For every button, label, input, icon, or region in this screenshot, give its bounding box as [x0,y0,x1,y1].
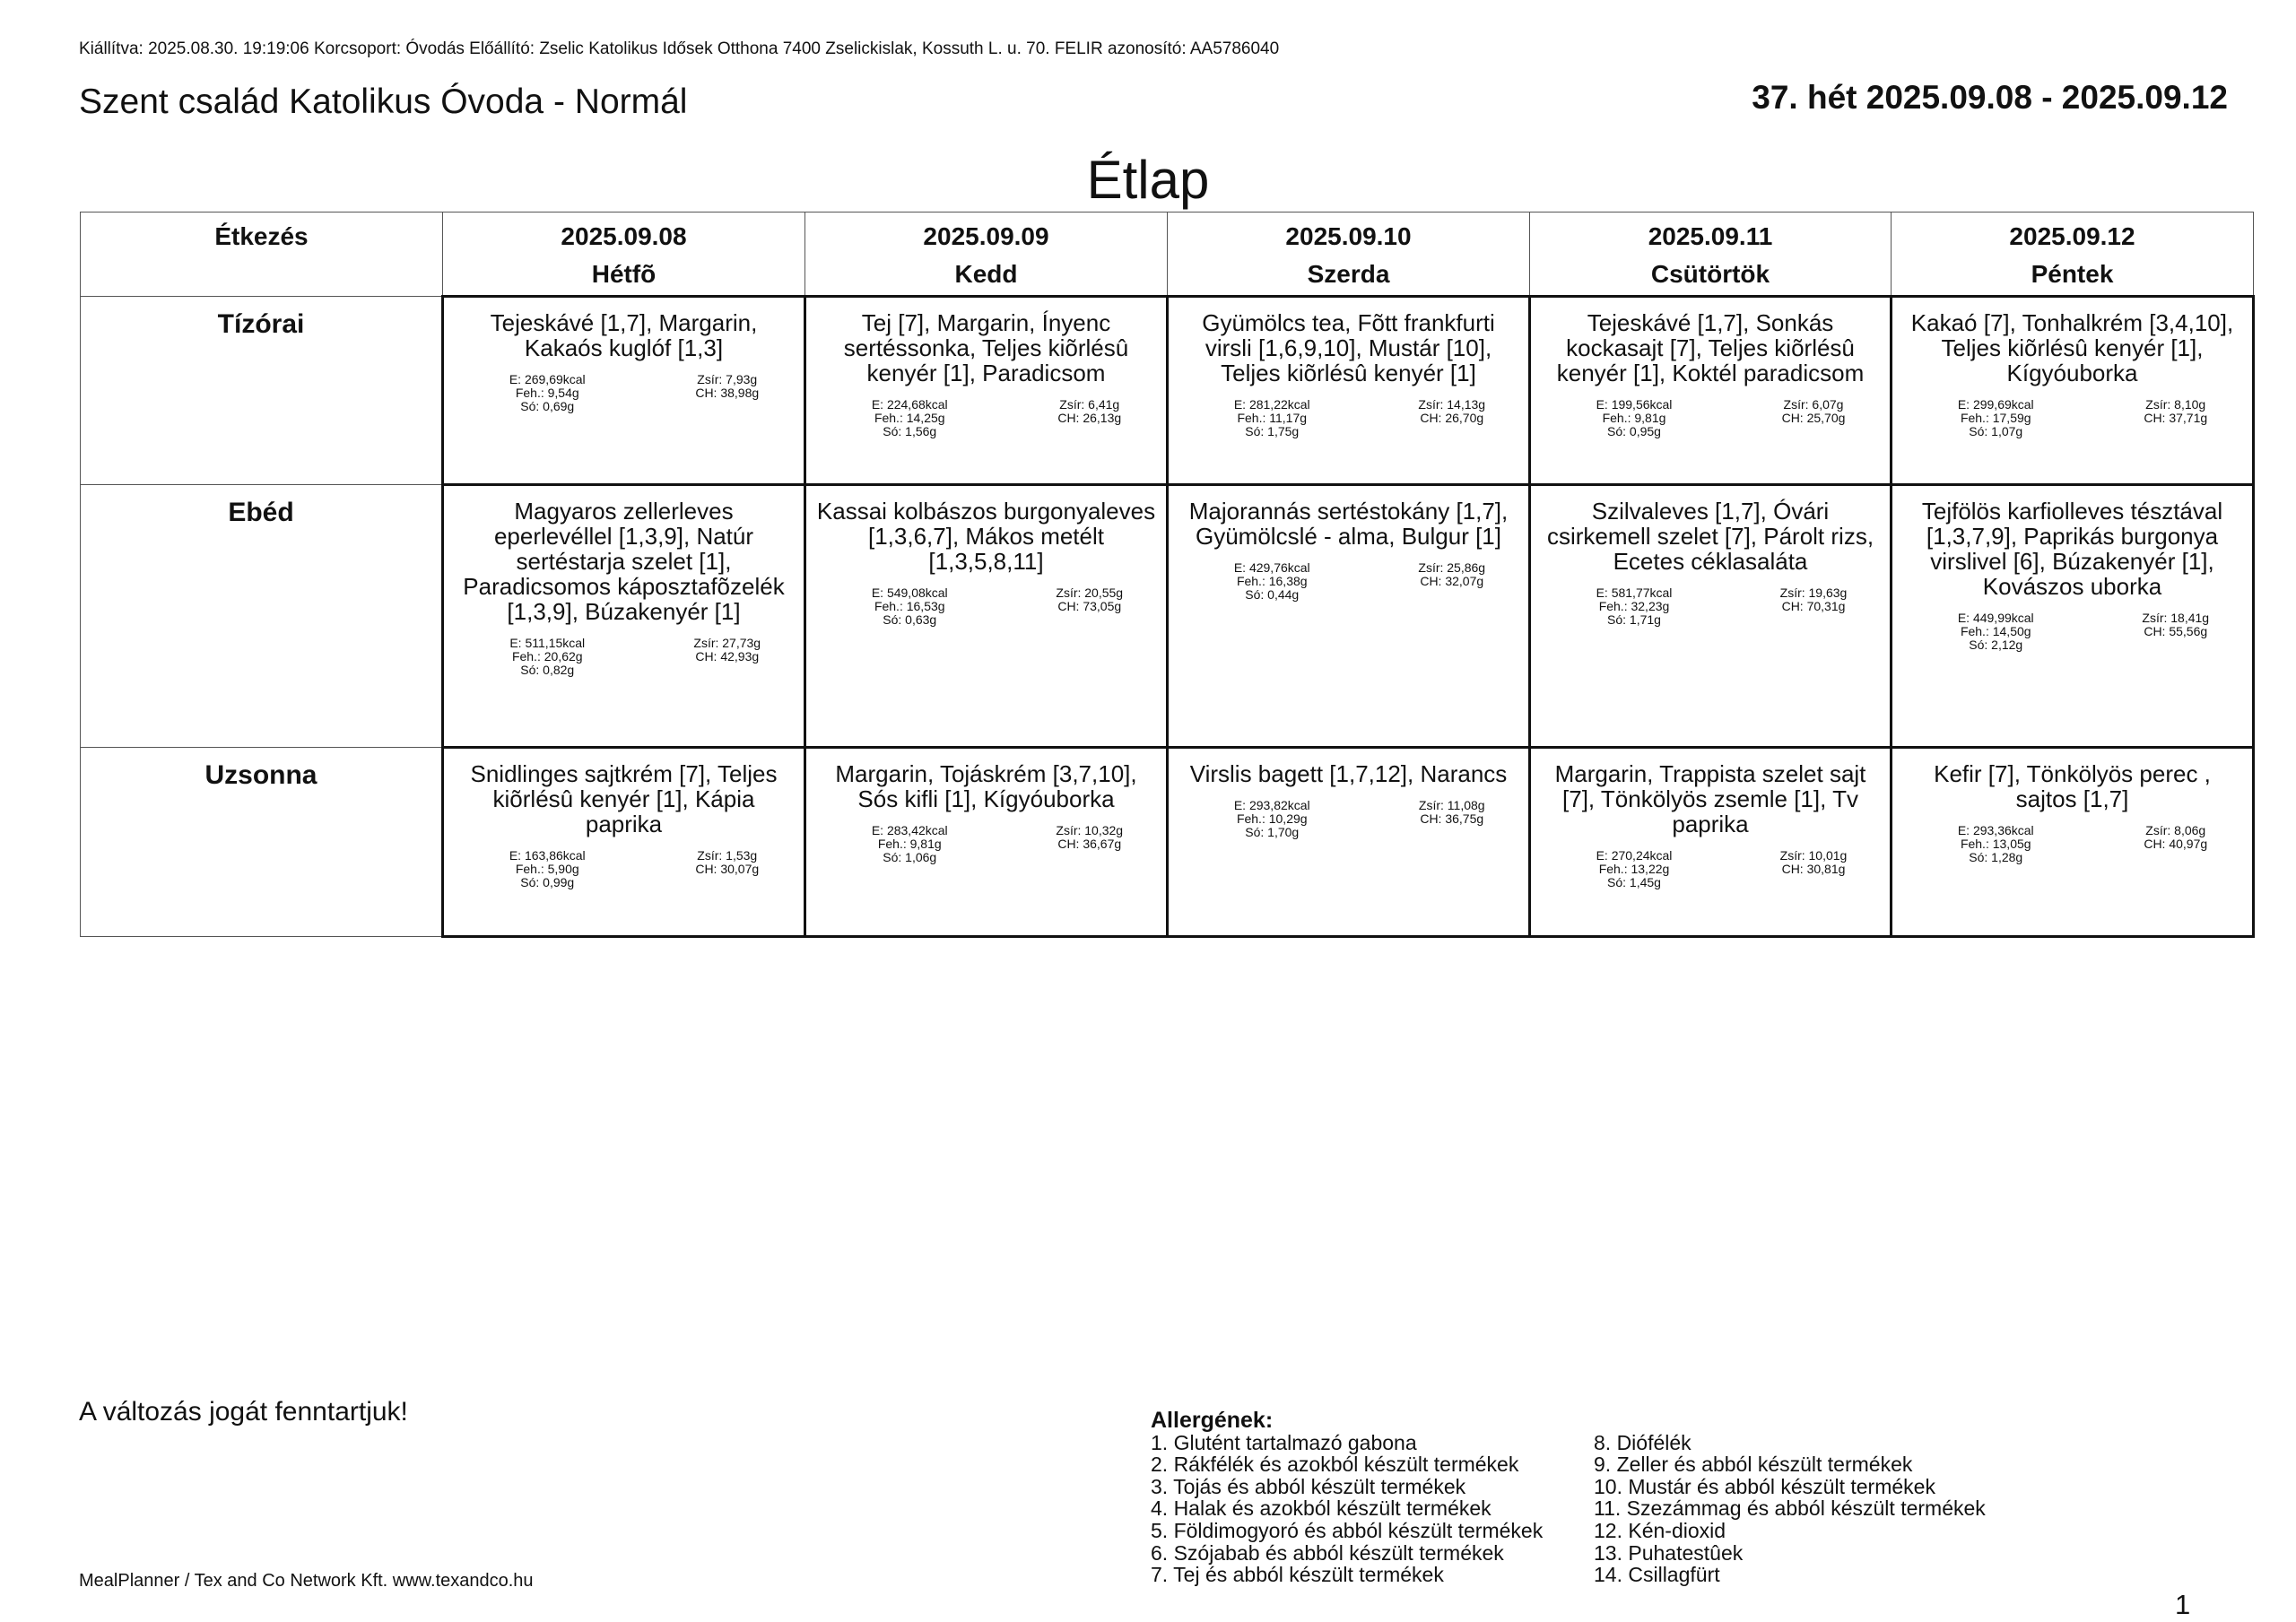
allergen-legend [1151,1409,1986,1586]
allergen-item: 8. Diófélék [1594,1430,1692,1454]
energy-value: E: 299,69kcal [1957,397,2034,412]
protein-value: Feh.: 13,22g [1598,862,1670,876]
dish-list: Snidlinges sajtkrém [7], Teljes kiõrlésû kenyér [1], Kápia paprika [470,760,778,837]
dish-list: Margarin, Tojáskrém [3,7,10], Sós kifli [1], Kígyóuborka [835,760,1137,812]
allergen-item: 12. Kén-dioxid [1594,1518,1726,1542]
nutrition-info [815,824,1157,864]
nutrition-info [1178,799,1519,839]
dish-list: Magyaros zellerleves eperlevéllel [1,3,9], Natúr sertéstarja szelet [1], Paradicsomos káposztafõzelék [1,3,9], Búzakenyér [1] [463,498,785,625]
menu-cell [1168,485,1530,748]
day-date: 2025.09.12 [2009,222,2135,250]
salt-value: Só: 0,95g [1607,424,1661,438]
salt-value: Só: 1,75g [1245,424,1300,438]
nutrition-info [1901,612,2243,652]
menu-table [80,212,2255,938]
fat-value: Zsír: 18,41g [2142,611,2210,625]
menu-cell [443,485,805,748]
carb-value: CH: 26,70g [1420,411,1484,425]
nutrition-info [453,373,795,413]
allergen-item: 13. Puhatestûek [1594,1540,1744,1565]
salt-value: Só: 1,07g [1969,424,2023,438]
energy-value: E: 293,36kcal [1957,823,2034,837]
dish-list: Margarin, Trappista szelet sajt [7], Tönkölyös zsemle [1], Tv paprika [1554,760,1866,837]
meal-label: Ebéd [81,485,443,748]
allergen-item: 3. Tojás és abból készült termékek [1151,1474,1466,1498]
fat-value: Zsír: 11,08g [1418,798,1485,812]
fat-value: Zsír: 19,63g [1779,585,1848,600]
allergen-item: 5. Földimogyoró és abból készült termékek [1151,1518,1544,1542]
dish-list: Kassai kolbászos burgonyaleves [1,3,6,7], Mákos metélt [1,3,5,8,11] [816,498,1156,575]
carb-value: CH: 73,05g [1057,599,1122,613]
menu-cell [1892,485,2254,748]
energy-value: E: 269,69kcal [509,372,586,386]
meal-row [81,748,2254,937]
salt-value: Só: 0,44g [1245,587,1300,602]
school-name: Szent család Katolikus Óvoda - Normál [79,82,688,121]
nutrition-info [1540,586,1881,627]
allergen-item: 6. Szójabab és abból készült termékek [1151,1540,1504,1565]
protein-value: Feh.: 9,81g [877,837,942,851]
dish-list: Tej [7], Margarin, Ínyenc sertéssonka, Teljes kiõrlésû kenyér [1], Paradicsom [843,309,1129,386]
salt-value: Só: 0,63g [883,612,937,627]
dish-list: Kakaó [7], Tonhalkrém [3,4,10], Teljes kiõrlésû kenyér [1], Kígyóuborka [1910,309,2234,386]
nutrition-info [453,849,795,889]
energy-value: E: 449,99kcal [1957,611,2034,625]
energy-value: E: 581,77kcal [1596,585,1673,600]
energy-value: E: 163,86kcal [509,848,586,863]
energy-value: E: 511,15kcal [509,636,586,650]
fat-value: Zsír: 27,73g [693,636,761,650]
protein-value: Feh.: 17,59g [1960,411,2031,425]
allergen-item: 9. Zeller és abból készült termékek [1594,1453,1913,1477]
fat-value: Zsír: 10,01g [1779,848,1848,863]
fat-value: Zsír: 20,55g [1056,585,1124,600]
day-name: Csütörtök [1650,260,1770,288]
page-title: Étlap [1086,150,1210,210]
protein-value: Feh.: 14,50g [1960,624,2031,638]
salt-value: Só: 0,82g [520,663,575,677]
day-header [1892,213,2254,297]
page-number: 1 [2175,1589,2191,1620]
fat-value: Zsír: 14,13g [1418,397,1486,412]
salt-value: Só: 0,99g [520,875,575,889]
dish-list: Kefir [7], Tönkölyös perec , sajtos [1,7] [1934,760,2211,812]
day-date: 2025.09.10 [1285,222,1412,250]
salt-value: Só: 0,69g [520,399,575,413]
protein-value: Feh.: 13,05g [1960,837,2031,851]
dish-list: Tejfölös karfiolleves tésztával [1,3,7,9], Paprikás burgonya virslivel [6], Búzakenyér [1], Kovászos uborka [1921,498,2223,600]
change-notice: A változás jogát fenntartjuk! [79,1397,408,1427]
nutrition-info [815,586,1157,627]
nutrition-info [1901,398,2243,438]
protein-value: Feh.: 9,81g [1602,411,1666,425]
carb-value: CH: 36,75g [1420,811,1484,826]
menu-cell [1892,297,2254,485]
salt-value: Só: 1,70g [1245,825,1300,839]
energy-value: E: 293,82kcal [1233,798,1310,812]
energy-value: E: 429,76kcal [1233,560,1310,575]
menu-cell [1530,297,1892,485]
protein-value: Feh.: 5,90g [515,862,579,876]
protein-value: Feh.: 14,25g [874,411,945,425]
carb-value: CH: 30,81g [1781,862,1846,876]
allergen-item: 4. Halak és azokból készült termékek [1151,1496,1492,1521]
dish-list: Szilvaleves [1,7], Óvári csirkemell szelet [7], Párolt rizs, Ecetes céklasaláta [1546,498,1874,575]
fat-value: Zsír: 6,41g [1059,397,1120,412]
fat-value: Zsír: 25,86g [1418,560,1486,575]
carb-value: CH: 55,56g [2144,624,2208,638]
salt-value: Só: 1,28g [1969,850,2023,864]
fat-value: Zsír: 1,53g [697,848,758,863]
carb-value: CH: 30,07g [695,862,760,876]
protein-value: Feh.: 16,53g [874,599,945,613]
carb-value: CH: 32,07g [1420,574,1484,588]
day-name: Péntek [2031,260,2114,288]
energy-value: E: 283,42kcal [871,823,948,837]
protein-value: Feh.: 11,17g [1237,411,1308,425]
fat-value: Zsír: 8,06g [2145,823,2206,837]
protein-value: Feh.: 10,29g [1236,811,1308,826]
footer-credit: MealPlanner / Tex and Co Network Kft. www.texandco.hu [79,1571,534,1591]
nutrition-info [453,637,795,677]
nutrition-info [1540,849,1881,889]
day-header [805,213,1168,297]
day-date: 2025.09.11 [1648,222,1773,250]
menu-cell [1168,748,1530,937]
nutrition-info [1901,824,2243,864]
salt-value: Só: 1,45g [1607,875,1661,889]
day-date: 2025.09.09 [923,222,1049,250]
energy-value: E: 224,68kcal [871,397,948,412]
allergen-column-1 [1151,1432,1594,1586]
dish-list: Gyümölcs tea, Fõtt frankfurti virsli [1,6,9,10], Mustár [10], Teljes kiõrlésû kenyér [1] [1202,309,1495,386]
day-header [443,213,805,297]
meal-label: Tízórai [81,297,443,485]
day-header [1168,213,1530,297]
energy-value: E: 281,22kcal [1233,397,1310,412]
day-name: Kedd [954,260,1018,288]
nutrition-info [815,398,1157,438]
allergen-item: 14. Csillagfürt [1594,1563,1720,1587]
fat-value: Zsír: 7,93g [697,372,758,386]
salt-value: Só: 2,12g [1969,638,2023,652]
carb-value: CH: 42,93g [695,649,760,664]
carb-value: CH: 25,70g [1781,411,1846,425]
menu-cell [805,748,1168,937]
menu-cell [805,297,1168,485]
nutrition-info [1178,561,1519,602]
dish-list: Tejeskávé [1,7], Sonkás kockasajt [7], Teljes kiõrlésû kenyér [1], Koktél paradicsom [1556,309,1865,386]
protein-value: Feh.: 32,23g [1598,599,1670,613]
dish-list: Tejeskávé [1,7], Margarin, Kakaós kuglóf [1,3] [490,309,758,361]
salt-value: Só: 1,06g [883,850,937,864]
dish-list: Virslis bagett [1,7,12], Narancs [1189,760,1508,787]
menu-cell [805,485,1168,748]
energy-value: E: 199,56kcal [1596,397,1673,412]
meal-row [81,485,2254,748]
fat-value: Zsír: 6,07g [1783,397,1844,412]
menu-cell [1530,485,1892,748]
fat-value: Zsír: 10,32g [1056,823,1124,837]
corner-header: Étkezés [81,213,443,297]
energy-value: E: 549,08kcal [871,585,948,600]
nutrition-info [1540,398,1881,438]
allergen-item: 7. Tej és abból készült termékek [1151,1563,1444,1587]
carb-value: CH: 26,13g [1057,411,1122,425]
carb-value: CH: 36,67g [1057,837,1122,851]
energy-value: E: 270,24kcal [1596,848,1673,863]
allergen-title: Allergének: [1151,1408,1274,1433]
day-date: 2025.09.08 [561,222,687,250]
menu-cell [1168,297,1530,485]
protein-value: Feh.: 16,38g [1236,574,1308,588]
carb-value: CH: 38,98g [695,386,760,400]
week-range: 37. hét 2025.09.08 - 2025.09.12 [1752,79,2228,116]
day-name: Hétfõ [591,260,657,288]
meal-label: Uzsonna [81,748,443,937]
day-header [1530,213,1892,297]
salt-value: Só: 1,56g [883,424,937,438]
menu-cell [1892,748,2254,937]
header-row [81,213,2254,297]
protein-value: Feh.: 20,62g [511,649,583,664]
allergen-item: 11. Szezámmag és abból készült termékek [1594,1496,1986,1521]
meal-row [81,297,2254,485]
carb-value: CH: 37,71g [2144,411,2208,425]
menu-cell [443,748,805,937]
carb-value: CH: 70,31g [1781,599,1846,613]
protein-value: Feh.: 9,54g [515,386,579,400]
allergen-item: 10. Mustár és abból készült termékek [1594,1474,1935,1498]
salt-value: Só: 1,71g [1607,612,1661,627]
issue-metadata: Kiállítva: 2025.08.30. 19:19:06 Korcsoport: Óvodás Előállító: Zselic Katolikus Idősek Otthona 7400 Zselickislak, Kossuth L. u. 70. FELIR azonosító: AA5786040 [79,39,1280,58]
menu-cell [443,297,805,485]
allergen-column-2 [1594,1432,1986,1586]
dish-list: Majorannás sertéstokány [1,7], Gyümölcslé - alma, Bulgur [1] [1188,498,1509,550]
allergen-item: 1. Glutént tartalmazó gabona [1151,1430,1417,1454]
day-name: Szerda [1307,260,1390,288]
carb-value: CH: 40,97g [2144,837,2208,851]
menu-cell [1530,748,1892,937]
fat-value: Zsír: 8,10g [2145,397,2206,412]
allergen-item: 2. Rákfélék és azokból készült termékek [1151,1453,1519,1477]
nutrition-info [1178,398,1519,438]
